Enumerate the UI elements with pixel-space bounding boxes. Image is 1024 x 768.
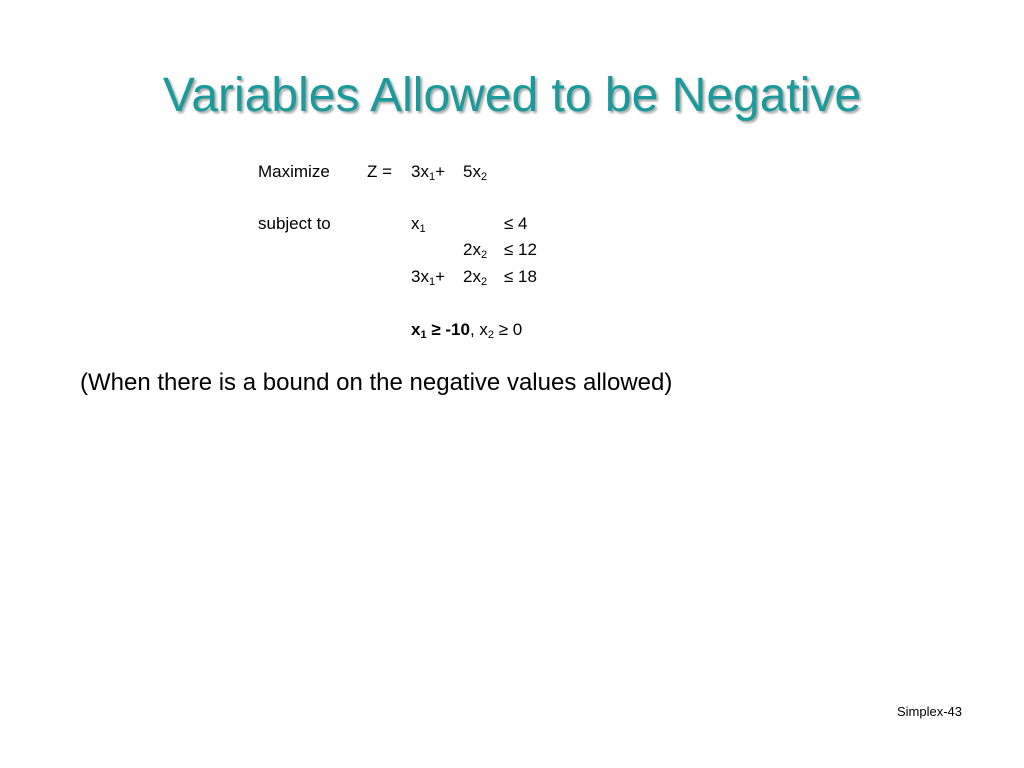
term-coef: 5x <box>463 162 481 181</box>
term-coef: 3x <box>411 267 429 286</box>
x1-bound <box>411 320 470 339</box>
term-op: + <box>435 267 446 286</box>
bound-sub: 1 <box>420 329 427 341</box>
term-sub: 2 <box>480 171 488 183</box>
term-sub: 2 <box>480 276 488 288</box>
term-coef: 2x <box>463 240 481 259</box>
constraint-1-term-1 <box>411 214 426 234</box>
objective-term-2 <box>463 162 487 182</box>
constraint-2-rhs: ≤ 12 <box>504 240 537 259</box>
term-coef: 3x <box>411 162 429 181</box>
bound-sub: 2 <box>487 329 495 341</box>
bound-var: x <box>479 320 488 339</box>
constraint-3-term-1 <box>411 267 445 287</box>
objective-lhs: Z = <box>367 162 393 181</box>
term-coef: x <box>411 214 420 233</box>
objective-term-1 <box>411 162 445 182</box>
term-op: + <box>435 162 446 181</box>
subject-to-label: subject to <box>258 214 331 233</box>
term-sub: 2 <box>480 249 488 261</box>
slide-title: Variables Allowed to be Negative <box>162 69 862 122</box>
variable-bounds <box>411 320 522 340</box>
maximize-label: Maximize <box>258 162 330 181</box>
term-coef: 2x <box>463 267 481 286</box>
bound-var: x <box>411 320 421 339</box>
bound-separator: , <box>469 320 480 339</box>
bound-rel: ≥ 0 <box>494 320 523 339</box>
term-sub: 1 <box>428 276 436 288</box>
bound-rel: ≥ -10 <box>426 320 470 339</box>
constraint-2-term-2 <box>463 240 487 260</box>
term-sub: 1 <box>428 171 436 183</box>
constraint-1-rhs: ≤ 4 <box>504 214 528 233</box>
slide-footer: Simplex-43 <box>896 704 962 719</box>
constraint-3-term-2 <box>463 267 487 287</box>
bound-note: (When there is a bound on the negative values allowed) <box>80 369 673 396</box>
constraint-3-rhs: ≤ 18 <box>504 267 537 286</box>
term-sub: 1 <box>419 223 426 235</box>
x2-bound <box>479 320 522 339</box>
